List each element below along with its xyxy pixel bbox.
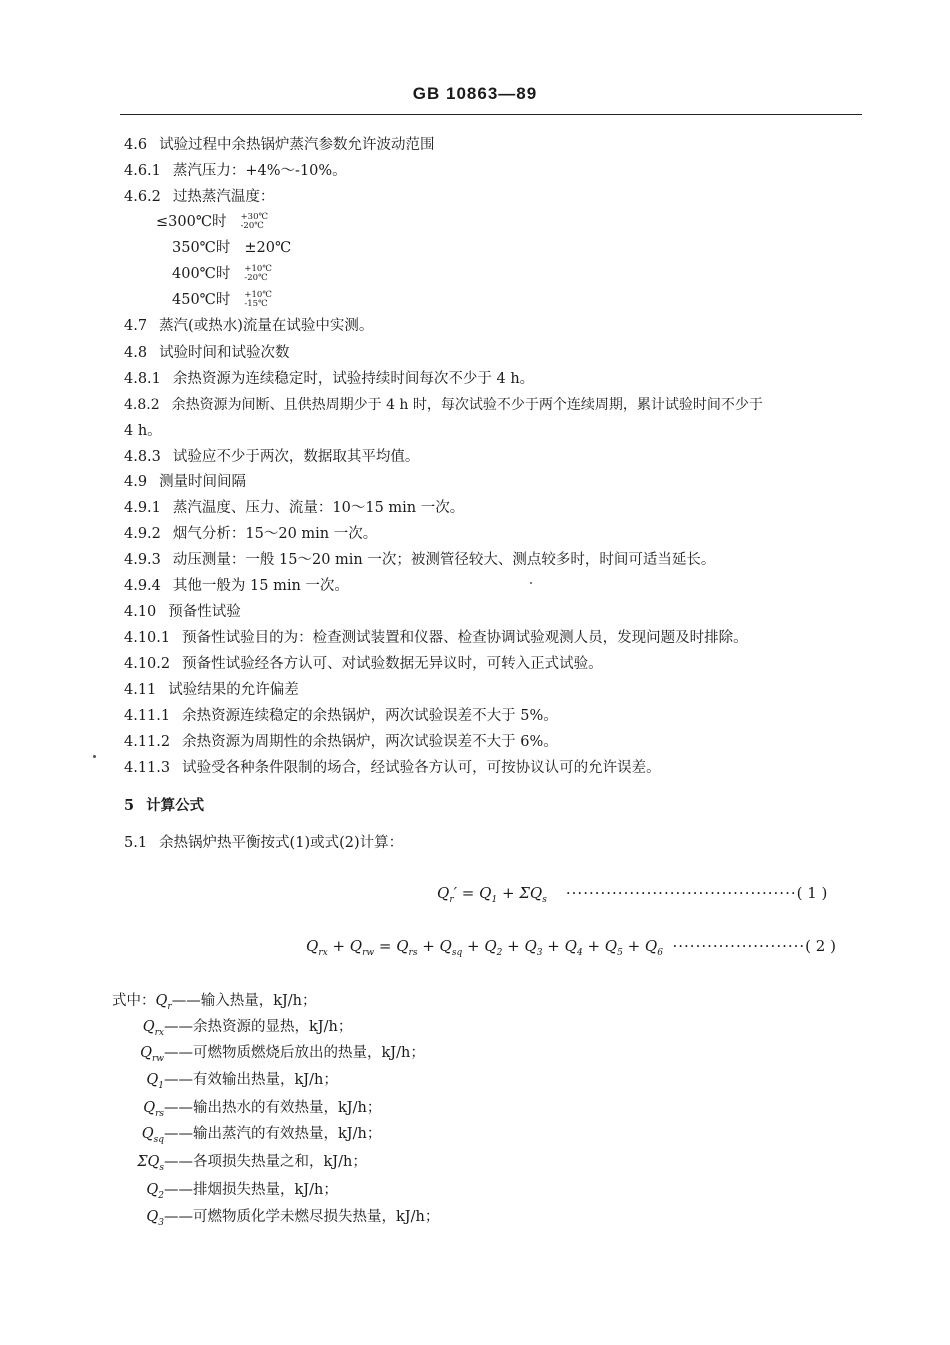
- clause-4-11-3: [124, 758, 661, 778]
- clause-number: 4.6: [124, 137, 148, 153]
- clause-4-11-2: [124, 732, 558, 752]
- clause-text: 过热蒸汽温度：: [172, 189, 275, 205]
- temp-label: ≤300℃时: [156, 214, 227, 230]
- clause-4-9-4: [124, 576, 349, 596]
- equation-2-tag: ( 2 ): [805, 937, 836, 955]
- var-desc: ——输入热量，kJ/h；: [171, 993, 317, 1009]
- clause-number: 4.11.3: [124, 760, 171, 776]
- var-symbol: $Q_{rx}$: [142, 1019, 164, 1038]
- var-desc: ——可燃物质化学未燃尽损失热量，kJ/h；: [164, 1209, 440, 1225]
- clause-number: 4.6.1: [124, 163, 161, 179]
- clause-text: 蒸汽温度、压力、流量：10～15 min 一次。: [172, 500, 465, 516]
- equation-1: $Q_r' = Q_1 + \Sigma Q_s$ ········································( 1 ): [437, 884, 828, 905]
- clause-4-10: [124, 602, 241, 622]
- var-desc: ——输出蒸汽的有效热量，kJ/h；: [164, 1126, 382, 1142]
- clause-4-7: [124, 316, 373, 336]
- clause-number: 4.10.2: [124, 656, 171, 672]
- var-row-qsq: [108, 1124, 381, 1150]
- equation-2: $Q_{rx} + Q_{rw} = Q_{rs} + Q_{sq} + Q_2 + Q_3 + Q_4 + Q_5 + Q_6$ ·······················( 2 ): [306, 937, 836, 958]
- clause-4-8-1: [124, 369, 534, 389]
- clause-text: 试验时间和试验次数: [159, 345, 290, 361]
- clause-4-10-2: [124, 654, 603, 674]
- clause-number: 5.1: [124, 835, 148, 851]
- clause-text: 试验结果的允许偏差: [168, 682, 299, 698]
- var-row-q2: [108, 1180, 338, 1206]
- clause-4-11: [124, 680, 299, 700]
- var-desc: ——有效输出热量，kJ/h；: [164, 1072, 338, 1088]
- clause-4-6-1: [124, 161, 347, 181]
- var-row-q3: [108, 1207, 439, 1233]
- clause-number: 4.9: [124, 474, 148, 490]
- clause-text: 预备性试验: [168, 604, 241, 620]
- var-row-qrx: [108, 1017, 352, 1043]
- clause-4-9: [124, 472, 246, 492]
- var-row-sumqs: [108, 1152, 367, 1178]
- temp-label: 400℃时: [172, 266, 231, 282]
- var-symbol: $Q_{sq}$: [141, 1126, 164, 1145]
- clause-4-8-2-cont: [124, 421, 162, 441]
- temp-label: 450℃时: [172, 292, 231, 308]
- clause-text: 试验应不少于两次，数据取其平均值。: [172, 449, 420, 465]
- clause-number: 4.9.2: [124, 526, 161, 542]
- clause-text: 余热资源连续稳定的余热锅炉，两次试验误差不大于 5%。: [182, 708, 558, 724]
- clause-number: 4.11: [124, 682, 157, 698]
- clause-4-8-2: [124, 395, 763, 415]
- clause-number: 4.8: [124, 345, 148, 361]
- vars-intro: 式中：: [112, 993, 156, 1009]
- var-symbol: $\Sigma Q_s$: [137, 1154, 164, 1173]
- clause-text: 蒸汽压力：+4%～-10%。: [172, 163, 347, 179]
- clause-text: 余热资源为周期性的余热锅炉，两次试验误差不大于 6%。: [182, 734, 558, 750]
- clause-number: 4.6.2: [124, 189, 161, 205]
- temp-tolerance: ±20℃: [244, 240, 292, 256]
- temp-row-400: [172, 264, 272, 284]
- standard-code: GB 10863—89: [412, 84, 538, 103]
- clause-number: 4.9.1: [124, 500, 161, 516]
- var-row-qrs: [108, 1098, 381, 1124]
- clause-text: 蒸汽(或热水)流量在试验中实测。: [159, 318, 374, 334]
- clause-number: 4.9.3: [124, 552, 161, 568]
- clause-4-9-3: [124, 550, 715, 570]
- clause-text: 其他一般为 15 min 一次。: [172, 578, 349, 594]
- clause-number: 4.9.4: [124, 578, 161, 594]
- clause-number: 4.11.1: [124, 708, 171, 724]
- section-5-heading: [124, 796, 204, 816]
- var-desc: ——余热资源的显热，kJ/h；: [164, 1019, 353, 1035]
- clause-number: 4.11.2: [124, 734, 171, 750]
- var-desc: ——输出热水的有效热量，kJ/h；: [164, 1100, 382, 1116]
- clause-4-8: [124, 343, 290, 363]
- clause-text: 烟气分析：15～20 min 一次。: [172, 526, 378, 542]
- var-symbol: $Q_r$: [155, 993, 172, 1012]
- temp-tolerance: +30℃ -20℃: [240, 212, 268, 231]
- clause-number: 4.7: [124, 318, 148, 334]
- var-symbol: $Q_1$: [146, 1072, 164, 1091]
- section-title: 计算公式: [146, 797, 205, 814]
- clause-number: 4.8.3: [124, 449, 161, 465]
- var-desc: ——可燃物质燃烧后放出的热量，kJ/h；: [164, 1045, 425, 1061]
- clause-number: 4.8.1: [124, 371, 161, 387]
- clause-4-11-1: [124, 706, 558, 726]
- clause-4-6: [124, 135, 435, 155]
- var-symbol: $Q_{rw}$: [140, 1045, 164, 1064]
- clause-text: 动压测量：一般 15～20 min 一次；被测管径较大、测点较多时，时间可适当延长。: [172, 552, 716, 568]
- clause-4-9-1: [124, 498, 464, 518]
- section-number: 5: [124, 797, 135, 814]
- var-symbol: $Q_2$: [146, 1182, 164, 1201]
- var-symbol: $Q_{rs}$: [143, 1100, 164, 1119]
- clause-5-1: [124, 833, 403, 853]
- clause-4-6-2: [124, 187, 274, 207]
- var-row-qr: [112, 991, 317, 1017]
- equation-1-tag: ( 1 ): [796, 884, 828, 902]
- clause-number: 4.10.1: [124, 630, 171, 646]
- var-row-q1: [108, 1070, 338, 1096]
- clause-4-8-3: [124, 447, 419, 467]
- clause-text: 试验过程中余热锅炉蒸汽参数允许波动范围: [159, 137, 435, 153]
- clause-text: 测量时间间隔: [159, 474, 247, 490]
- temp-row-300: [156, 212, 268, 232]
- clause-text: 余热锅炉热平衡按式(1)或式(2)计算：: [159, 835, 404, 851]
- clause-text: 余热资源为连续稳定时，试验持续时间每次不少于 4 h。: [172, 371, 535, 387]
- temp-row-450: [172, 290, 272, 310]
- var-desc: ——各项损失热量之和，kJ/h；: [164, 1154, 367, 1170]
- clause-4-9-2: [124, 524, 377, 544]
- clause-text: 试验受各种条件限制的场合，经试验各方认可，可按协议认可的允许误差。: [182, 760, 661, 776]
- clause-text: 余热资源为间断、且供热周期少于 4 h 时，每次试验不少于两个连续周期，累计试验时间不少于: [171, 397, 763, 413]
- temp-row-350: [172, 238, 291, 258]
- clause-number: 4.8.2: [124, 397, 160, 413]
- clause-text: 4 h。: [124, 423, 162, 439]
- var-symbol: $Q_3$: [146, 1209, 164, 1228]
- clause-4-10-1: [124, 628, 748, 648]
- var-row-qrw: [108, 1043, 425, 1069]
- scan-speck: [530, 582, 532, 584]
- temp-tolerance: +10℃ -20℃: [244, 264, 272, 283]
- var-desc: ——排烟损失热量，kJ/h；: [164, 1182, 338, 1198]
- clause-number: 4.10: [124, 604, 157, 620]
- temp-label: 350℃时: [172, 240, 231, 256]
- temp-tolerance: +10℃ -15℃: [244, 290, 272, 309]
- clause-text: 预备性试验经各方认可、对试验数据无异议时，可转入正式试验。: [182, 656, 603, 672]
- scan-speck: [93, 755, 96, 758]
- header-rule: [120, 114, 862, 115]
- clause-text: 预备性试验目的为：检查测试装置和仪器、检查协调试验观测人员，发现问题及时排除。: [182, 630, 748, 646]
